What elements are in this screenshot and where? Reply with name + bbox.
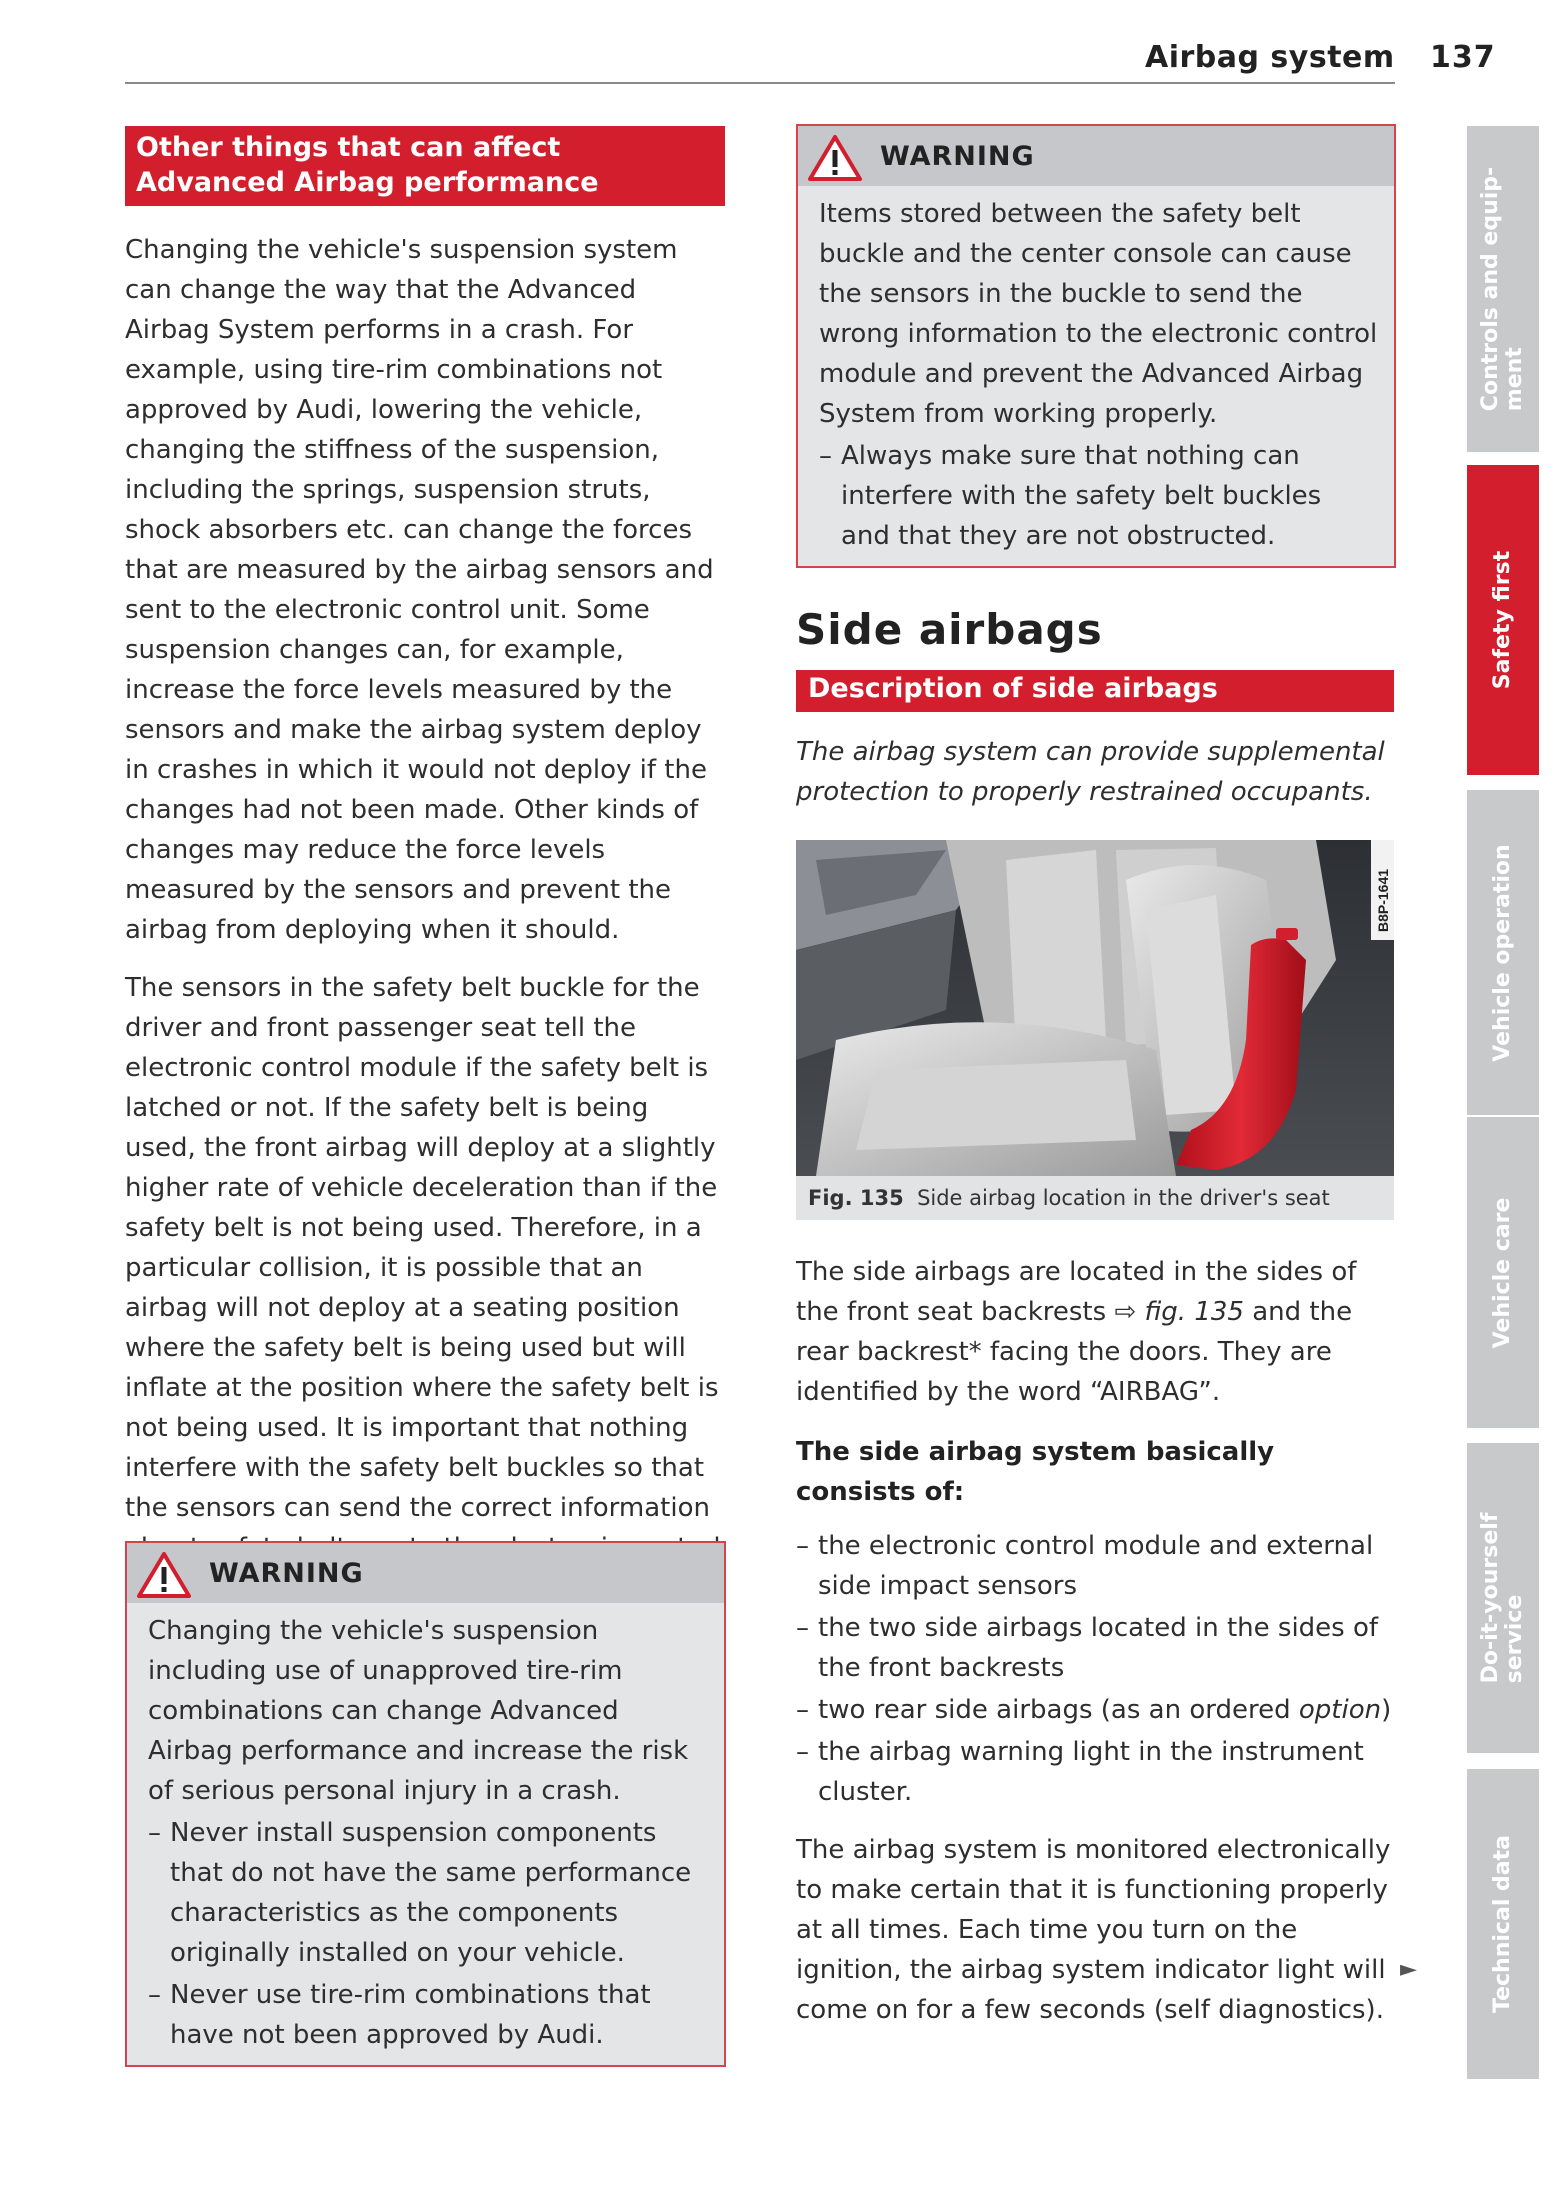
- warning-text: Changing the vehicle's suspension including use of unapproved tire-rim combinations can change Advanced Airbag performance and increase the risk of serious personal injury in a crash.: [148, 1616, 689, 1806]
- intro-text: The airbag system can provide supplemental protection to properly restrained occupants.: [796, 737, 1385, 807]
- list-item-text: ): [1381, 1695, 1392, 1725]
- header-rule: [125, 82, 1395, 84]
- warning-item: – Always make sure that nothing can interfere with the safety belt buckles and that they are not obstructed.: [819, 436, 1378, 556]
- section-heading-advanced-airbag: Other things that can affect Advanced Airbag performance: [125, 126, 725, 206]
- component-list: [796, 1526, 1394, 1812]
- paragraph-belt-sensors: The sensors in the safety belt buckle for the driver and front passenger seat tell the electronic control module if the safety belt is latched or not. If the safety belt is being used, the front airbag will deploy at a slightly higher rate of vehicle deceleration than if the safety belt is not being used. Therefore, in a particular collision, it is possible that an airbag will not deploy at a seating position where the safety belt is being used but will inflate at the position where the safety belt is not being used. It is important that nothing interfere with the safety belt buckles so that the sensors can send the correct information: [125, 973, 719, 1523]
- page-number: 137: [1430, 40, 1496, 75]
- figure-side-airbag: [796, 840, 1394, 1220]
- warning-triangle-icon: [136, 1551, 192, 1599]
- tab-label: Controls and equip- ment: [1478, 166, 1527, 412]
- list-item: – the electronic control module and external side impact sensors: [796, 1526, 1394, 1606]
- warning-header: [798, 126, 1394, 186]
- paragraph-monitoring: The airbag system is monitored electronically to make certain that it is functioning properly at all times. Each time you turn on the ignition, the airbag system indicator light will come on for a few seconds (self diagnostics).: [796, 1835, 1391, 2025]
- warning-box-suspension: [125, 1541, 726, 2067]
- right-column: [796, 124, 1394, 2030]
- figure-code: B8P-1641: [1375, 868, 1391, 932]
- figure-caption-text: Side airbag location in the driver's seat: [917, 1186, 1330, 1210]
- warning-box-belt-buckle: [796, 124, 1396, 568]
- figure-caption: [796, 1176, 1394, 1220]
- seat-airbag-illustration: [796, 840, 1394, 1176]
- list-item: [796, 1690, 1394, 1730]
- figure-label: Fig. 135: [808, 1186, 904, 1210]
- tab-vehicle-care[interactable]: [1467, 1117, 1539, 1428]
- paragraph-suspension: Changing the vehicle's suspension system can change the way that the Advanced Airbag System performs in a crash. For example, using tire-rim combinations not approved by Audi, lowering the vehicle, changing the stiffness of the suspension, including the springs, suspension struts, shock absorbers etc. can change the forces that are measured by the airbag sensors and sent to the electronic control unit. Some suspension changes can, for example, increase the force levels measured by the sensors and make the airbag system deploy in crashes in which it would not deploy if the changes had not been made. Other kinds of changes may reduce the force levels measured by the sensors and prevent the airbag from deploying when it should.: [125, 235, 714, 945]
- left-column: [125, 126, 725, 1608]
- warning-title: WARNING: [880, 141, 1035, 172]
- tab-do-it-yourself-service[interactable]: [1467, 1443, 1539, 1753]
- tab-label: Safety first: [1490, 550, 1515, 690]
- figure-reference-link[interactable]: ⇨ fig. 135: [1114, 1297, 1244, 1327]
- tab-label: Technical data: [1490, 1835, 1515, 2013]
- running-header-title: Airbag system: [1145, 40, 1395, 75]
- tab-technical-data[interactable]: [1467, 1769, 1539, 2079]
- list-item: – the airbag warning light in the instrument cluster.: [796, 1732, 1394, 1812]
- warning-triangle-icon: [807, 134, 863, 182]
- warning-item: – Never install suspension components that do not have the same performance characteristics as the components originally installed on your vehicle.: [148, 1813, 708, 1973]
- paragraph-side-airbag-location: [796, 1252, 1394, 1412]
- tab-label: Do-it-yourself service: [1478, 1512, 1527, 1684]
- warning-item: – Never use tire-rim combinations that have not been approved by Audi.: [148, 1975, 708, 2055]
- list-item-text: two rear side airbags (as an ordered: [818, 1695, 1299, 1725]
- paragraph-text: and the rear backrest* facing the doors. They are identified by the word “AIRBAG”.: [796, 1297, 1353, 1407]
- list-heading: The side airbag system basically consists of:: [796, 1437, 1275, 1507]
- tab-controls-and-equipment[interactable]: [1467, 126, 1539, 452]
- list-item: – the two side airbags located in the sides of the front backrests: [796, 1608, 1394, 1688]
- tab-vehicle-operation[interactable]: [1467, 790, 1539, 1115]
- tab-label: Vehicle care: [1490, 1197, 1515, 1348]
- list-item-option: option: [1298, 1695, 1382, 1725]
- warning-text: Items stored between the safety belt buckle and the center console can cause the sensors in the buckle to send the wrong information to the electronic control module and prevent the Advanced Airbag System from working properly.: [819, 199, 1378, 429]
- warning-title: WARNING: [209, 1558, 364, 1589]
- section-title-side-airbags: Side airbags: [796, 605, 1103, 654]
- continue-arrow-icon: ►: [1400, 1957, 1417, 1982]
- subheading-description-side-airbags: Description of side airbags: [796, 670, 1394, 712]
- tab-safety-first[interactable]: [1467, 465, 1539, 775]
- tab-label: Vehicle operation: [1490, 843, 1515, 1062]
- warning-header: [127, 1543, 724, 1603]
- paragraph-text: The side airbags are located in the sides of the front seat backrests: [796, 1257, 1357, 1327]
